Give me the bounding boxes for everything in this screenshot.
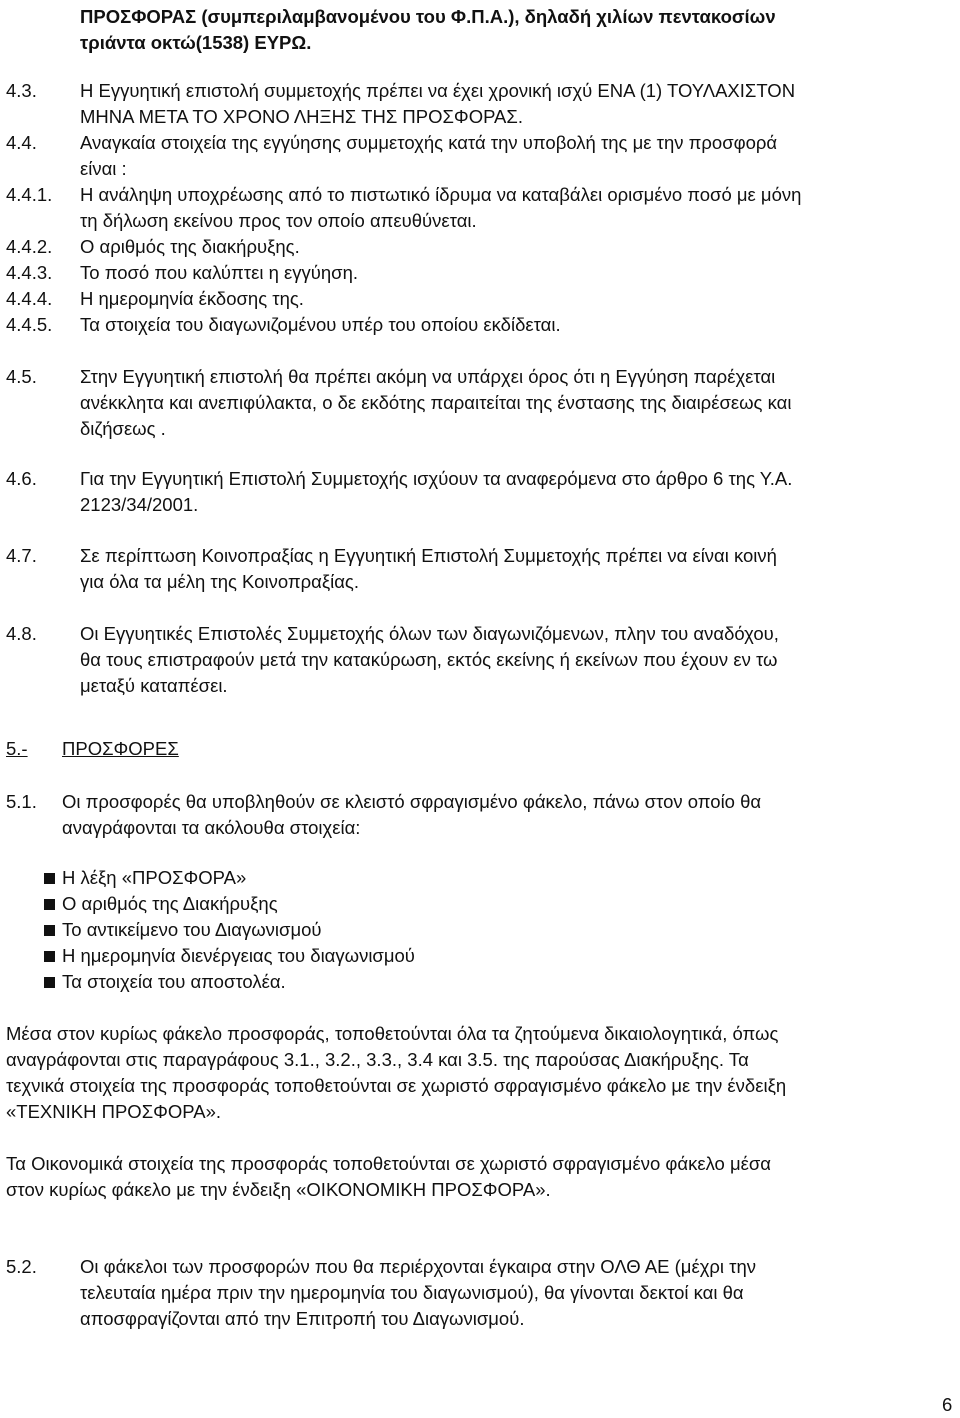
item-number: 4.4.4.	[6, 288, 53, 309]
list-item	[0, 891, 960, 917]
item-4-5-line-1: Στην Εγγυητική επιστολή θα πρέπει ακόμη να υπάρχει όρος ότι η Εγγύηση παρέχεται	[80, 366, 776, 387]
item-5-1-line-2: αναγράφονται τα ακόλουθα στοιχεία:	[62, 817, 361, 838]
item-number: 4.4.2.	[6, 236, 53, 257]
paragraph-1-line-2: αναγράφονται στις παραγράφους 3.1., 3.2., 3.3., 3.4 και 3.5. της παρούσας Διακήρυξης. Τα	[6, 1049, 749, 1070]
item-4-6-line-2: 2123/34/2001.	[80, 494, 199, 515]
item-4-5-line-3: διζήσεως .	[80, 418, 166, 439]
item-4-8-line-3: μεταξύ καταπέσει.	[80, 675, 228, 696]
item-4-5-line-2: ανέκκλητα και ανεπιφύλακτα, ο δε εκδότης παραιτείται της ένστασης της διαιρέσεως και	[80, 392, 792, 413]
list-item	[0, 917, 960, 943]
item-4-4-line-1: Αναγκαία στοιχεία της εγγύησης συμμετοχής κατά την υποβολή της με την προσφορά	[80, 132, 778, 153]
item-number: 4.6.	[6, 468, 37, 489]
list-item	[0, 943, 960, 969]
item-number: 4.4.	[6, 132, 37, 153]
list-item-text: Η ημερομηνία διενέργειας του διαγωνισμού	[62, 945, 415, 966]
item-5-2-line-2: τελευταία ημέρα πριν την ημερομηνία του διαγωνισμού), θα γίνονται δεκτοί και θα	[80, 1282, 744, 1303]
item-4-3-line-2: ΜΗΝΑ ΜΕΤΑ ΤΟ ΧΡΟΝΟ ΛΗΞΗΣ ΤΗΣ ΠΡΟΣΦΟΡΑΣ.	[80, 106, 523, 127]
item-number: 5.1.	[6, 791, 37, 812]
item-4-4-3-text: Το ποσό που καλύπτει η εγγύηση.	[80, 262, 359, 283]
bullet-list	[0, 865, 960, 995]
list-item-text: Το αντικείμενο του Διαγωνισμού	[62, 919, 322, 940]
section-number: 5.-	[6, 738, 28, 759]
item-4-3-line-1: Η Εγγυητική επιστολή συμμετοχής πρέπει να έχει χρονική ισχύ ΕΝΑ (1) ΤΟΥΛΑΧΙΣΤΟΝ	[80, 80, 796, 101]
square-bullet-icon	[44, 873, 55, 884]
item-number: 4.8.	[6, 623, 37, 644]
item-5-2-line-1: Οι φάκελοι των προσφορών που θα περιέρχονται έγκαιρα στην ΟΛΘ ΑΕ (μέχρι την	[80, 1256, 757, 1277]
item-number: 4.5.	[6, 366, 37, 387]
list-item-text: Ο αριθμός της Διακήρυξης	[62, 893, 278, 914]
square-bullet-icon	[44, 899, 55, 910]
paragraph-1-line-1: Μέσα στον κυρίως φάκελο προσφοράς, τοποθετούνται όλα τα ζητούμενα δικαιολογητικά, όπως	[6, 1023, 779, 1044]
paragraph-1-line-3: τεχνικά στοιχεία της προσφοράς τοποθετούνται σε χωριστό σφραγισμένο φάκελο με την ένδειξη	[6, 1075, 787, 1096]
list-item-text: Η λέξη «ΠΡΟΣΦΟΡΑ»	[62, 867, 247, 888]
item-number: 4.3.	[6, 80, 37, 101]
item-4-4-1-line-1: Η ανάληψη υποχρέωσης από το πιστωτικό ίδρυμα να καταβάλει ορισμένο ποσό με μόνη	[80, 184, 802, 205]
item-4-4-line-2: είναι :	[80, 158, 127, 179]
item-number: 4.4.3.	[6, 262, 53, 283]
square-bullet-icon	[44, 977, 55, 988]
top-line-2: τριάντα οκτώ(1538) ΕΥΡΩ.	[80, 32, 312, 53]
item-number: 4.4.5.	[6, 314, 53, 335]
item-5-2-line-3: αποσφραγίζονται από την Επιτροπή του Διαγωνισμού.	[80, 1308, 525, 1329]
section-title: ΠΡΟΣΦΟΡΕΣ	[62, 738, 179, 759]
square-bullet-icon	[44, 951, 55, 962]
item-4-4-4-text: Η ημερομηνία έκδοσης της.	[80, 288, 304, 309]
list-item	[0, 865, 960, 891]
item-number: 4.4.1.	[6, 184, 53, 205]
item-5-1-line-1: Οι προσφορές θα υποβληθούν σε κλειστό σφραγισμένο φάκελο, πάνω στον οποίο θα	[62, 791, 762, 812]
item-4-4-5-text: Τα στοιχεία του διαγωνιζομένου υπέρ του οποίου εκδίδεται.	[80, 314, 561, 335]
item-4-6-line-1: Για την Εγγυητική Επιστολή Συμμετοχής ισχύουν τα αναφερόμενα στο άρθρο 6 της Υ.Α.	[80, 468, 793, 489]
item-4-7-line-2: για όλα τα μέλη της Κοινοπραξίας.	[80, 571, 359, 592]
list-item	[0, 969, 960, 995]
page-number: 6	[942, 1394, 953, 1415]
top-line-1: ΠΡΟΣΦΟΡΑΣ (συμπεριλαμβανομένου του Φ.Π.Α.), δηλαδή χιλίων πεντακοσίων	[80, 6, 776, 27]
square-bullet-icon	[44, 925, 55, 936]
item-4-7-line-1: Σε περίπτωση Κοινοπραξίας η Εγγυητική Επιστολή Συμμετοχής πρέπει να είναι κοινή	[80, 545, 777, 566]
paragraph-2-line-2: στον κυρίως φάκελο με την ένδειξη «ΟΙΚΟΝΟΜΙΚΗ ΠΡΟΣΦΟΡΑ».	[6, 1179, 551, 1200]
item-4-4-2-text: Ο αριθμός της διακήρυξης.	[80, 236, 300, 257]
list-item-text: Τα στοιχεία του αποστολέα.	[62, 971, 286, 992]
item-4-8-line-1: Οι Εγγυητικές Επιστολές Συμμετοχής όλων των διαγωνιζόμενων, πλην του αναδόχου,	[80, 623, 779, 644]
paragraph-2-line-1: Τα Οικονομικά στοιχεία της προσφοράς τοποθετούνται σε χωριστό σφραγισμένο φάκελο μέσα	[6, 1153, 772, 1174]
item-4-8-line-2: θα τους επιστραφούν μετά την κατακύρωση, εκτός εκείνης ή εκείνων που έχουν εν τω	[80, 649, 778, 670]
item-number: 5.2.	[6, 1256, 37, 1277]
item-4-4-1-line-2: τη δήλωση εκείνου προς τον οποίο απευθύνεται.	[80, 210, 477, 231]
item-number: 4.7.	[6, 545, 37, 566]
paragraph-1-line-4: «ΤΕΧΝΙΚΗ ΠΡΟΣΦΟΡΑ».	[6, 1101, 222, 1122]
